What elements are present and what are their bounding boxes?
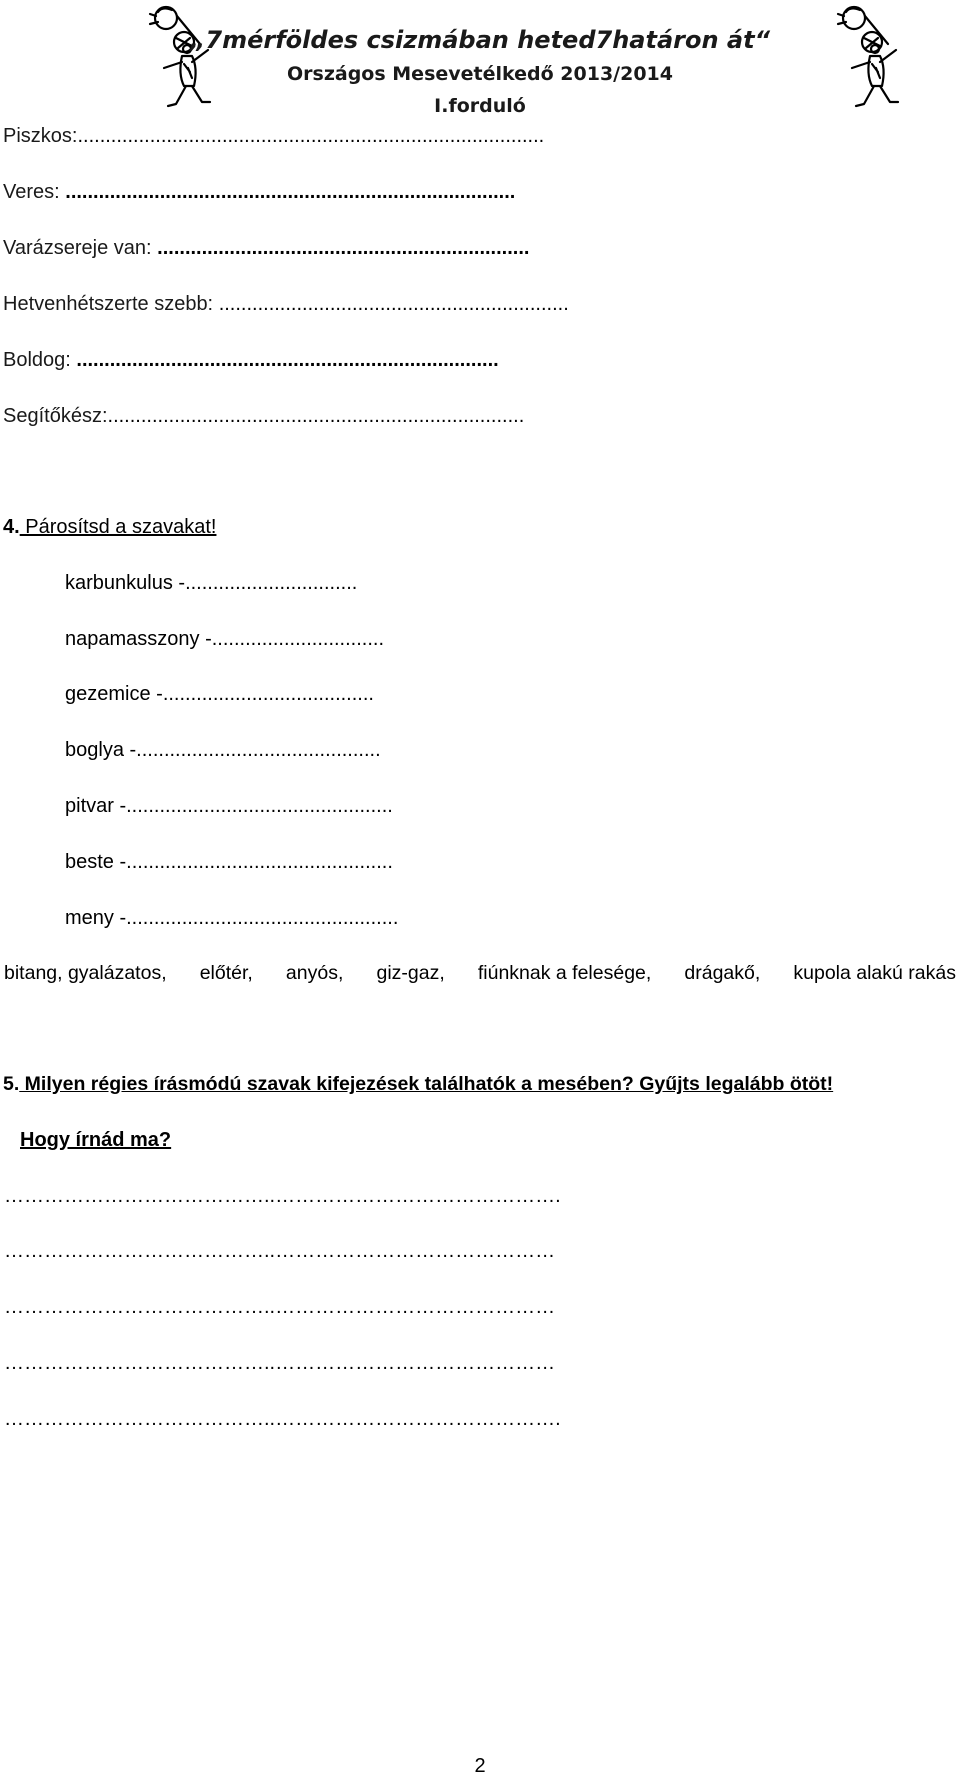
answer-dots[interactable]: ........................................................................... [107,405,525,427]
match-item [65,571,357,595]
word-bank-item: giz-gaz, [376,962,445,984]
answer-dots[interactable]: .................................................................................... [77,125,545,147]
answer-line[interactable]: …………………………………..…………………………………… [4,1352,556,1374]
header-subtitle: Országos Mesevetélkedő 2013/2014 [286,63,673,85]
word-bank [4,961,956,985]
word-bank-item: bitang, gyalázatos, [4,962,167,984]
field-row [3,348,499,372]
field-label: Varázsereje van: [3,237,158,259]
field-label: Hetvenhétszerte szebb: [3,293,219,315]
match-item [65,906,398,930]
running-boy-with-bundle-icon [830,4,910,116]
word-bank-item: kupola alakú rakás [793,962,956,984]
match-word: beste - [65,851,127,873]
field-label: Boldog: [3,349,77,371]
field-label: Piszkos: [3,125,78,147]
match-word: napamasszony - [65,628,212,650]
match-word: boglya - [65,739,137,761]
field-label: Segítőkész: [3,405,108,427]
match-word: pitvar - [65,795,127,817]
task5-number: 5. [3,1073,20,1095]
match-word: karbunkulus - [65,572,186,594]
answer-dots[interactable]: ............................... [185,572,358,594]
field-row [3,236,529,260]
answer-line[interactable]: …………………………………..……………………………………. [4,1185,561,1207]
match-item [65,794,393,818]
header-title: „7mérföldes csizmában heted7határon át“ [189,26,771,54]
header-round: I.forduló [434,95,526,117]
page-number: 2 [474,1755,486,1777]
answer-dots[interactable]: ................................................................................. [65,181,516,203]
answer-dots[interactable]: ................................................. [126,907,399,929]
answer-dots[interactable]: ................................................................... [157,237,530,259]
field-row [3,124,544,148]
answer-dots[interactable]: ............................................................... [218,293,569,315]
match-item [65,850,393,874]
field-label: Veres: [3,181,66,203]
task4-title: Párosítsd a szavakat! [19,516,217,538]
answer-line[interactable]: …………………………………..……………………………………. [4,1408,561,1430]
task5-subtitle: Hogy írnád ma? [20,1129,172,1151]
answer-dots[interactable]: ................................................ [126,795,393,817]
answer-dots[interactable]: ............................... [211,628,385,650]
word-bank-item: anyós, [285,962,344,984]
task4-heading [3,515,216,539]
answer-dots[interactable]: ................................................ [126,851,393,873]
match-item [65,682,374,706]
field-row [3,292,569,316]
answer-dots[interactable]: ............................................ [136,739,381,761]
field-row [3,404,524,428]
answer-line[interactable]: …………………………………..…………………………………… [4,1296,556,1318]
word-bank-item: drágakő, [684,962,761,984]
word-bank-item: előtér, [199,962,253,984]
match-item [65,738,381,762]
page-header [0,0,960,125]
word-bank-item: fiúnknak a felesége, [477,962,652,984]
task4-number: 4. [3,516,20,538]
answer-dots[interactable]: ............................................................................ [76,349,499,371]
match-word: meny - [65,907,127,929]
answer-dots[interactable]: ...................................... [162,683,374,705]
task5-title: Milyen régies írásmódú szavak kifejezések találhatók a mesében? Gyűjts legalább ötöt! [19,1073,834,1095]
field-row [3,180,515,204]
answer-line[interactable]: …………………………………..…………………………………… [4,1240,556,1262]
task5-heading [3,1072,833,1096]
match-word: gezemice - [65,683,163,705]
match-item [65,627,384,651]
